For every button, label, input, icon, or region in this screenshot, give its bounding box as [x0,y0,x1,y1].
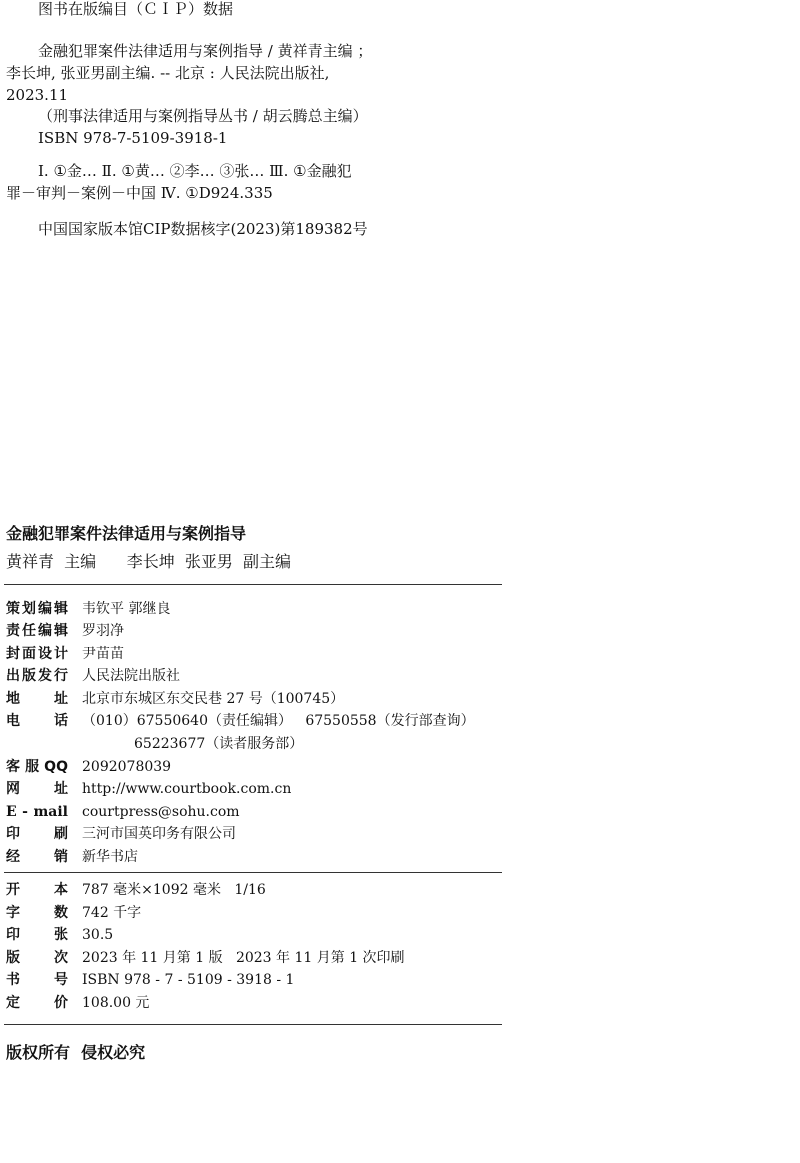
divider [4,872,502,873]
spec-row [6,926,113,944]
cip-record-number: 中国国家版本馆CIP数据核字(2023)第189382号 [38,220,368,238]
info-value: 罗羽净 [82,623,124,639]
divider [4,584,502,585]
info-label: 责任编辑 [6,623,68,639]
spec-row [6,949,405,967]
info-value: 新华书店 [82,849,138,865]
spec-value: 108.00 元 [82,995,150,1011]
info-value: 韦钦平 郭继良 [82,601,171,617]
spec-row [6,881,266,899]
info-value: （010）67550640（责任编辑） 67550558（发行部查询） [82,713,475,729]
info-label: 电话 [6,713,68,729]
cip-line: 金融犯罪案件法律适用与案例指导 / 黄祥青主编 ； [38,42,373,60]
spec-label: 版次 [6,950,68,966]
spec-row [6,971,294,989]
cip-classification: Ⅰ. ①金… Ⅱ. ①黄… ②李… ③张… Ⅲ. ①金融犯 [38,162,352,180]
spec-row [6,994,149,1012]
info-row [6,690,344,708]
info-row [6,667,180,685]
info-label: 地址 [6,691,68,707]
info-label: 经销 [6,849,68,865]
cip-line: （刑事法律适用与案例指导丛书 / 胡云腾总主编） [38,107,368,125]
book-title: 金融犯罪案件法律适用与案例指导 [6,524,247,543]
spec-value: 30.5 [82,927,114,943]
cip-line: 2023.11 [6,86,69,104]
spec-value: 787 毫米×1092 毫米 1/16 [82,882,266,898]
info-label: 客服QQ [6,759,68,775]
info-value: 尹苗苗 [82,646,124,662]
info-row [6,780,291,798]
spec-value: 742 千字 [82,905,142,921]
info-label: 策划编辑 [6,601,68,617]
info-label: 封面设计 [6,646,68,662]
info-value: 北京市东城区东交民巷 27 号（100745） [82,691,345,707]
cip-line: 李长坤, 张亚男副主编. -- 北京 : 人民法院出版社, [6,64,330,82]
info-row [6,622,124,640]
divider [4,1024,502,1025]
info-value-continued: 65223677（读者服务部） [134,736,304,752]
info-value: 人民法院出版社 [82,668,180,684]
spec-label: 字数 [6,905,68,921]
info-row [6,848,138,866]
book-editors: 黄祥青 主编 李长坤 张亚男 副主编 [6,552,292,571]
spec-row [6,904,141,922]
info-row [6,600,170,618]
info-row [6,825,236,843]
cip-classification: 罪－审判－案例－中国 Ⅳ. ①D924.335 [6,184,273,202]
info-row [6,803,240,821]
info-value: 三河市国英印务有限公司 [82,826,236,842]
info-row [6,758,171,776]
cip-heading: 图书在版编目（ＣＩＰ）数据 [38,0,234,18]
cip-isbn: ISBN 978-7-5109-3918-1 [38,129,228,147]
copyright-notice: 版权所有 侵权必究 [6,1043,146,1062]
info-label: 出版发行 [6,668,68,684]
website-link[interactable]: http://www.courtbook.com.cn [82,781,292,797]
email-link[interactable]: courtpress@sohu.com [82,804,240,820]
spec-value: 2023 年 11 月第 1 版 2023 年 11 月第 1 次印刷 [82,950,405,966]
info-label: E - mail [6,804,68,820]
info-label: 印刷 [6,826,68,842]
spec-label: 定价 [6,995,68,1011]
spec-value: ISBN 978 - 7 - 5109 - 3918 - 1 [82,972,295,988]
info-row [6,645,124,663]
info-label: 网址 [6,781,68,797]
info-value: 2092078039 [82,759,172,775]
info-row [6,712,475,730]
spec-label: 印张 [6,927,68,943]
spec-label: 书号 [6,972,68,988]
spec-label: 开本 [6,882,68,898]
